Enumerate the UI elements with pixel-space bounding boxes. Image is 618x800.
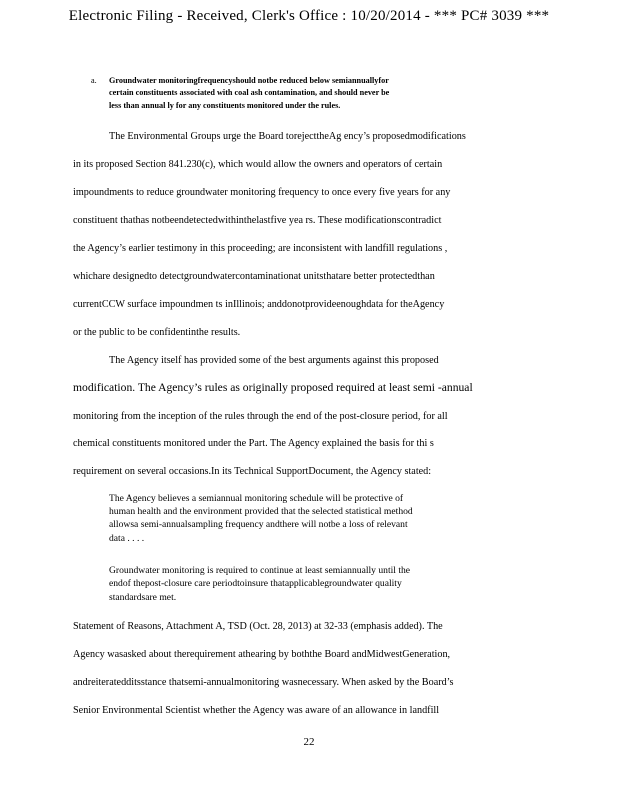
quote-line: endof thepost-closure care periodtoinsure thatapplicablegroundwater quality <box>109 578 402 589</box>
quote-line: The Agency believes a semiannual monitoring schedule will be protective of <box>109 493 404 504</box>
para2-line: requirement on several occasions.In its Technical SupportDocument, the Agency stated: <box>73 466 432 477</box>
quote-line: standardsare met. <box>109 592 177 603</box>
quote-line: Groundwater monitoring is required to continue at least semiannually until the <box>109 565 411 576</box>
para2-line: The Agency itself has provided some of the best arguments against this proposed <box>109 355 439 366</box>
para1-line: or the public to be confidentinthe results. <box>73 327 241 338</box>
item-a-line: certain constituents associated with coal ash contamination, and should never be <box>109 88 390 97</box>
para3-line: Statement of Reasons, Attachment A, TSD (Oct. 28, 2013) at 32-33 (emphasis added). The <box>73 621 443 632</box>
para1-line: The Environmental Groups urge the Board torejecttheAg ency’s proposedmodifications <box>109 131 466 142</box>
para1-line: whichare designedto detectgroundwatercontaminationat unitsthatare better protectedthan <box>73 271 435 282</box>
para3-line: Agency wasasked about therequirement athearing by boththe Board andMidwestGeneration, <box>73 649 451 660</box>
para3-line: andreiteratedditsstance thatsemi-annualmonitoring wasnecessary. When asked by the Board’s <box>73 677 454 688</box>
item-a-line: Groundwater monitoringfrequencyshould notbe reduced below semiannuallyfor <box>109 76 389 85</box>
quote-line: data . . . . <box>109 533 145 544</box>
page-number: 22 <box>303 736 315 748</box>
para3-line: Senior Environmental Scientist whether the Agency was aware of an allowance in landfill <box>73 705 440 716</box>
quote-line: allowsa semi-annualsampling frequency andthere will notbe a loss of relevant <box>109 519 408 530</box>
para1-line: in its proposed Section 841.230(c), which would allow the owners and operators of certain <box>73 159 443 170</box>
para1-line: currentCCW surface impoundmen ts inIllinois; anddonotprovideenoughdata for theAgency <box>73 299 445 310</box>
filing-header: Electronic Filing - Received, Clerk's Office : 10/20/2014 - *** PC# 3039 *** <box>68 8 550 24</box>
para1-line: impoundments to reduce groundwater monitoring frequency to once every five years for any <box>73 187 451 198</box>
para2-line: chemical constituents monitored under the Part. The Agency explained the basis for thi s <box>73 438 434 449</box>
para2-line: modification. The Agency’s rules as originally proposed required at least semi -annual <box>73 381 473 394</box>
item-a-line: less than annual ly for any constituents monitored under the rules. <box>109 101 341 110</box>
para1-line: the Agency’s earlier testimony in this proceeding; are inconsistent with landfill regulations , <box>73 243 448 254</box>
para1-line: constituent thathas notbeendetectedwithinthelastfive yea rs. These modificationscontradict <box>73 215 442 226</box>
para2-line: monitoring from the inception of the rules through the end of the post-closure period, for all <box>73 411 448 422</box>
quote-line: human health and the environment provided that the selected statistical method <box>109 506 413 517</box>
item-a-marker: a. <box>91 76 97 85</box>
